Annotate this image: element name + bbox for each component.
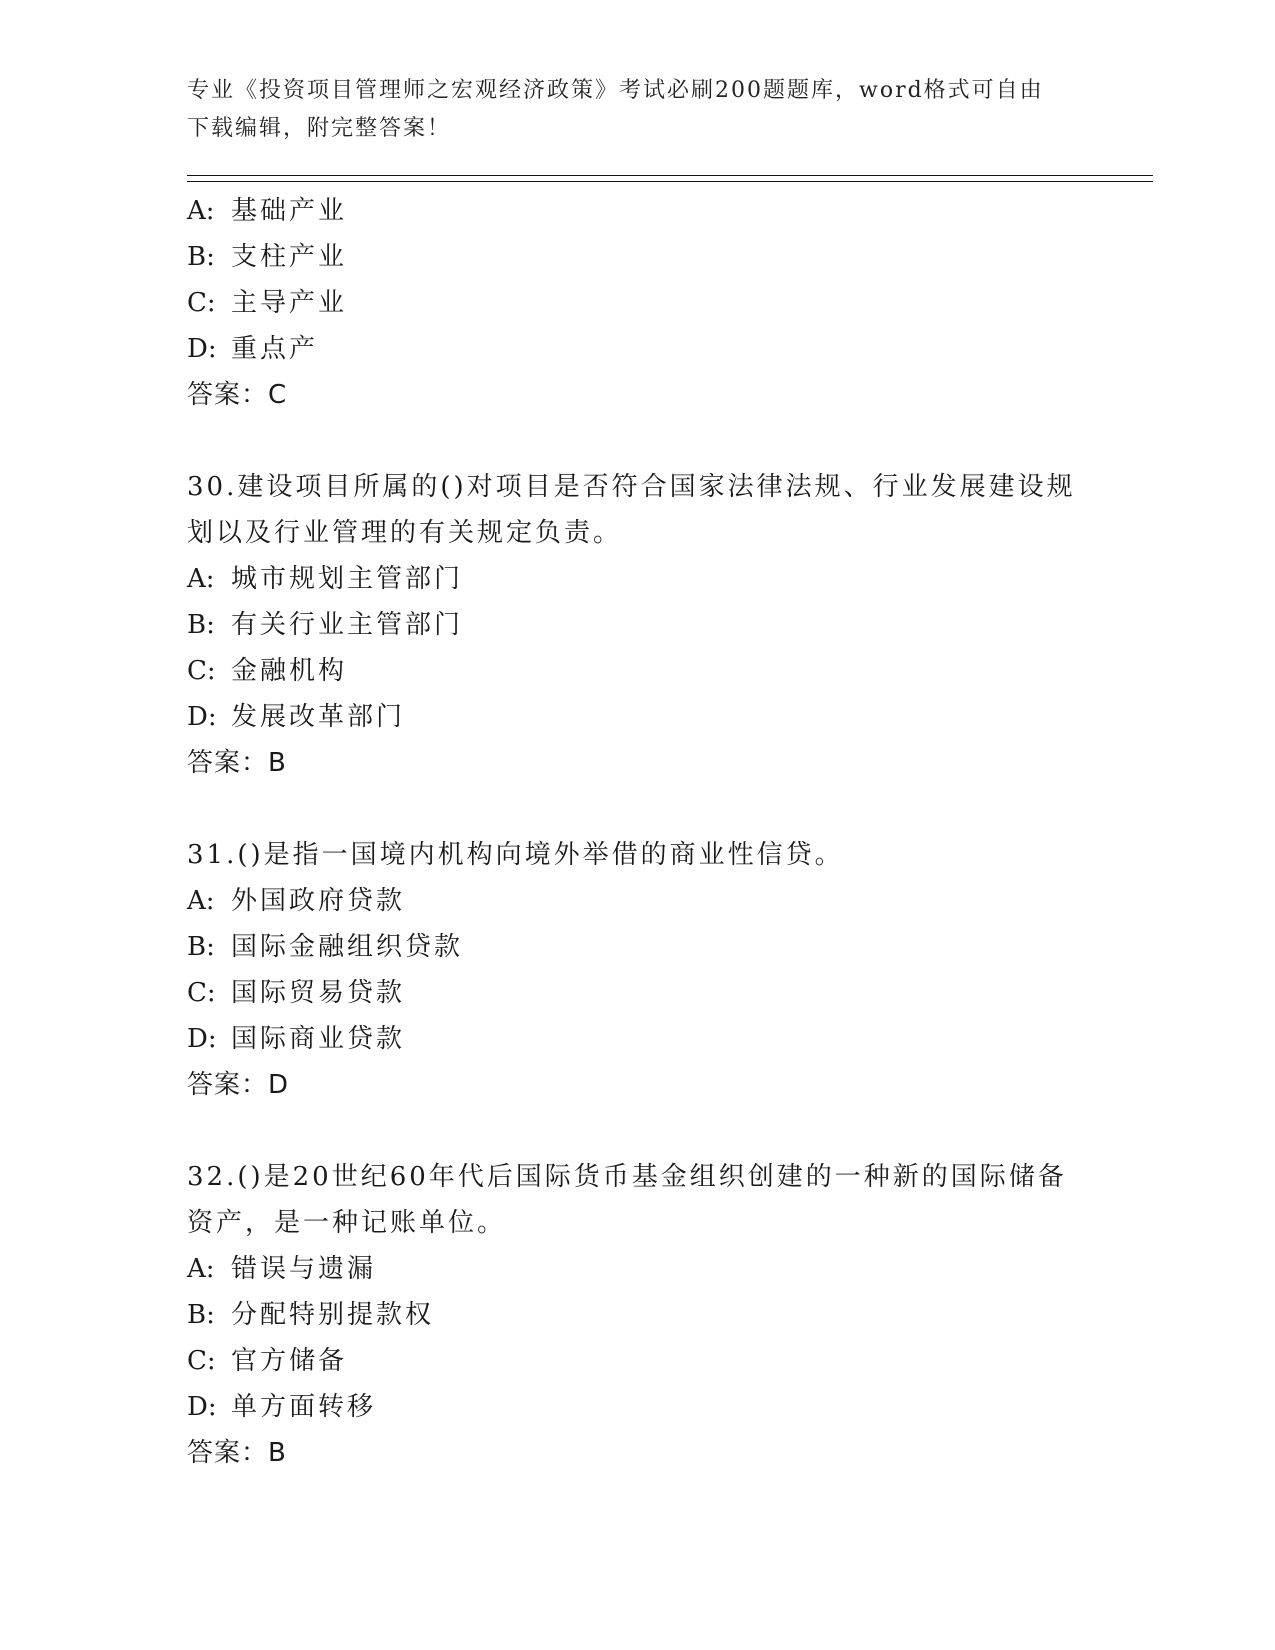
question-text-line-2: 资产，是一种记账单位。: [187, 1208, 507, 1238]
option-d: D: 单方面转移: [187, 1392, 377, 1422]
answer-line: 答案：B: [187, 748, 287, 778]
option-a: A: 城市规划主管部门: [187, 564, 464, 594]
header-line-1: 专业《投资项目管理师之宏观经济政策》考试必刷200题题库，word格式可自由: [187, 78, 1044, 103]
header-divider-bottom: [187, 181, 1153, 182]
option-d: D: 发展改革部门: [187, 702, 406, 732]
question-block-29: [187, 188, 1087, 418]
question-block-31: [187, 832, 1087, 1108]
option-c: C: 主导产业: [187, 288, 348, 318]
document-header: [187, 72, 1087, 148]
answer-line: 答案：B: [187, 1438, 287, 1468]
question-text-line-1: 31.()是指一国境内机构向境外举借的商业性信贷。: [187, 840, 844, 870]
option-b: B: 支柱产业: [187, 242, 348, 272]
question-block-30: [187, 464, 1087, 786]
question-text-line-1: 30.建设项目所属的()对项目是否符合国家法律法规、行业发展建设规: [187, 472, 1076, 502]
question-block-32: [187, 1154, 1087, 1476]
answer-line: 答案：D: [187, 1070, 290, 1100]
option-b: B: 国际金融组织贷款: [187, 932, 464, 962]
question-text-line-1: 32.()是20世纪60年代后国际货币基金组织创建的一种新的国际储备: [187, 1162, 1067, 1192]
header-divider-top: [187, 175, 1153, 176]
answer-line: 答案：C: [187, 380, 288, 410]
option-c: C: 金融机构: [187, 656, 348, 686]
option-c: C: 官方储备: [187, 1346, 348, 1376]
option-a: A: 错误与遗漏: [187, 1254, 377, 1284]
option-c: C: 国际贸易贷款: [187, 978, 406, 1008]
option-d: D: 重点产: [187, 334, 319, 364]
header-line-2: 下载编辑，附完整答案！: [187, 116, 452, 141]
option-d: D: 国际商业贷款: [187, 1024, 406, 1054]
option-b: B: 分配特别提款权: [187, 1300, 435, 1330]
question-text-line-2: 划以及行业管理的有关规定负责。: [187, 518, 623, 548]
option-a: A: 外国政府贷款: [187, 886, 406, 916]
question-list: [187, 188, 1087, 1476]
option-b: B: 有关行业主管部门: [187, 610, 464, 640]
option-a: A: 基础产业: [187, 196, 348, 226]
